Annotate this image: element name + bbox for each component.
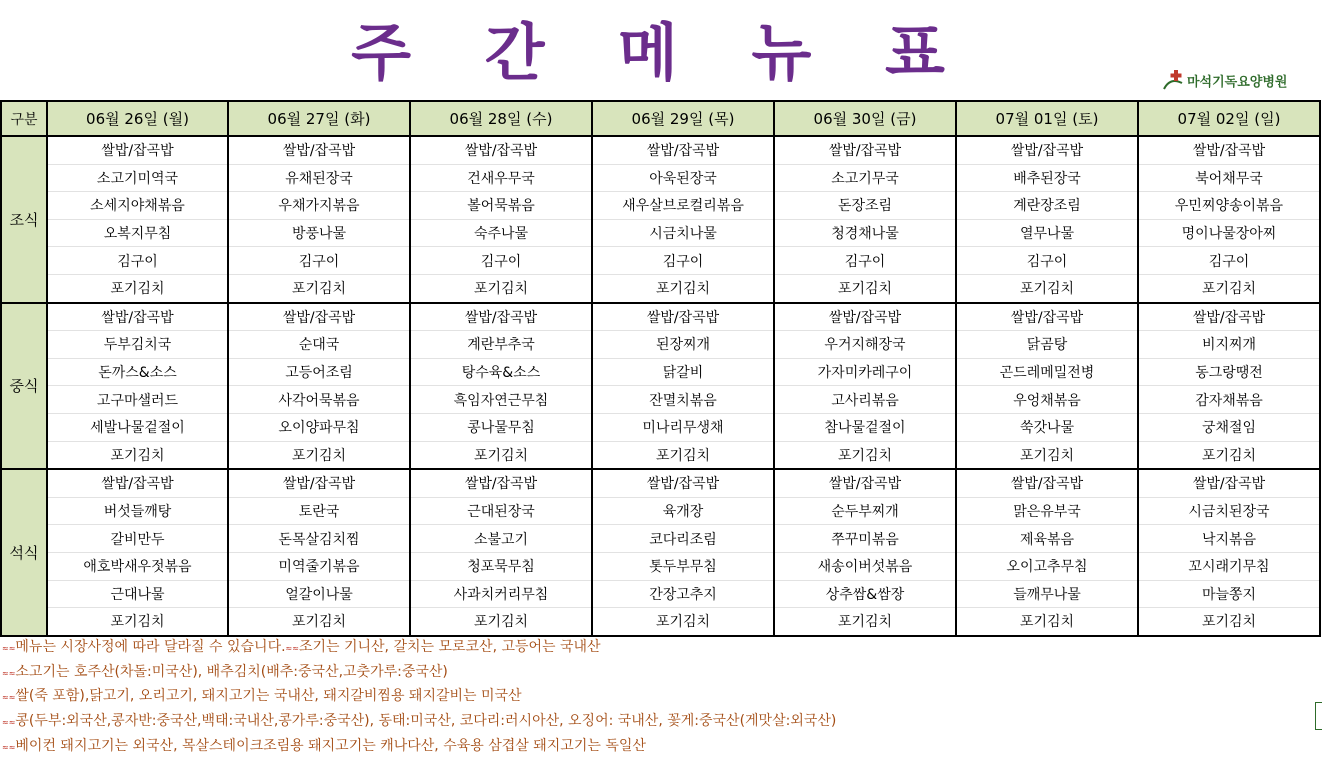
menu-cell: 우채가지볶음	[228, 192, 410, 220]
menu-cell: 숙주나물	[410, 219, 592, 247]
menu-cell: 쌀밥/잡곡밥	[410, 136, 592, 164]
menu-row	[1, 274, 1320, 302]
day-header: 07월 01일 (토)	[956, 101, 1138, 136]
menu-cell: 쌀밥/잡곡밥	[956, 303, 1138, 331]
menu-row	[1, 386, 1320, 414]
note-line	[2, 685, 1302, 710]
menu-cell: 탕수육&소스	[410, 358, 592, 386]
menu-cell: 포기김치	[956, 608, 1138, 636]
menu-cell: 돈목살김치찜	[228, 525, 410, 553]
menu-cell: 포기김치	[47, 608, 228, 636]
menu-cell: 버섯들깨탕	[47, 497, 228, 525]
menu-cell: 오복지무침	[47, 219, 228, 247]
menu-cell: 마늘쫑지	[1138, 580, 1320, 608]
menu-cell: 돈장조림	[774, 192, 956, 220]
menu-cell: 포기김치	[1138, 441, 1320, 469]
menu-cell: 시금치된장국	[1138, 497, 1320, 525]
menu-cell: 포기김치	[410, 608, 592, 636]
day-header: 07월 02일 (일)	[1138, 101, 1320, 136]
menu-cell: 볼어묵볶음	[410, 192, 592, 220]
note-text: 소고기는 호주산(차돌:미국산), 배추김치(배추:중국산,고춧가루:중국산)	[15, 663, 448, 680]
menu-row	[1, 441, 1320, 469]
note-bullet-icon: ≈≈	[2, 668, 16, 678]
note-text: 콩(두부:외국산,콩자반:중국산,백태:국내산,콩가루:중국산), 동태:미국산, 코다리:러시아산, 오징어: 국내산, 꽃게:중국산(게맛살:외국산)	[15, 713, 837, 730]
menu-cell: 김구이	[47, 247, 228, 275]
menu-cell: 간장고추지	[592, 580, 774, 608]
corner-header: 구분	[1, 101, 47, 136]
menu-cell: 미나리무생채	[592, 413, 774, 441]
menu-cell: 닭곰탕	[956, 331, 1138, 359]
menu-cell: 포기김치	[228, 608, 410, 636]
menu-cell: 김구이	[1138, 247, 1320, 275]
menu-cell: 유채된장국	[228, 164, 410, 192]
menu-row	[1, 331, 1320, 359]
menu-row	[1, 164, 1320, 192]
menu-cell: 사과치커리무침	[410, 580, 592, 608]
menu-cell: 쌀밥/잡곡밥	[956, 136, 1138, 164]
menu-cell: 순두부찌개	[774, 497, 956, 525]
hospital-cross-icon	[1162, 69, 1184, 91]
menu-cell: 쌀밥/잡곡밥	[592, 303, 774, 331]
menu-cell: 포기김치	[592, 274, 774, 302]
menu-cell: 동그랑땡전	[1138, 358, 1320, 386]
day-header: 06월 30일 (금)	[774, 101, 956, 136]
menu-cell: 시금치나물	[592, 219, 774, 247]
menu-cell: 아욱된장국	[592, 164, 774, 192]
menu-cell: 쌀밥/잡곡밥	[47, 136, 228, 164]
menu-row	[1, 136, 1320, 164]
menu-cell: 쌀밥/잡곡밥	[228, 136, 410, 164]
menu-cell: 들깨무나물	[956, 580, 1138, 608]
menu-cell: 쌀밥/잡곡밥	[774, 136, 956, 164]
hospital-logo	[1162, 68, 1287, 92]
menu-cell: 쌀밥/잡곡밥	[228, 303, 410, 331]
menu-cell: 명이나물장아찌	[1138, 219, 1320, 247]
menu-cell: 얼갈이나물	[228, 580, 410, 608]
weekly-menu-table	[0, 100, 1321, 637]
day-header: 06월 26일 (월)	[47, 101, 228, 136]
menu-cell: 소세지야채볶음	[47, 192, 228, 220]
menu-cell: 소고기무국	[774, 164, 956, 192]
menu-cell: 김구이	[774, 247, 956, 275]
menu-cell: 고사리볶음	[774, 386, 956, 414]
menu-row	[1, 303, 1320, 331]
menu-cell: 포기김치	[956, 274, 1138, 302]
menu-cell: 사각어묵볶음	[228, 386, 410, 414]
note-bullet-icon: ≈≈	[2, 742, 16, 752]
menu-cell: 쌀밥/잡곡밥	[410, 303, 592, 331]
menu-cell: 고구마샐러드	[47, 386, 228, 414]
menu-row	[1, 247, 1320, 275]
menu-cell: 꼬시래기무침	[1138, 552, 1320, 580]
menu-cell: 낙지볶음	[1138, 525, 1320, 553]
note-text: 쌀(죽 포함),닭고기, 오리고기, 돼지고기는 국내산, 돼지갈비찜용 돼지갈비는 미국산	[15, 688, 522, 705]
menu-cell: 미역줄기볶음	[228, 552, 410, 580]
menu-cell: 포기김치	[228, 441, 410, 469]
menu-cell: 쌀밥/잡곡밥	[774, 469, 956, 497]
menu-cell: 톳두부무침	[592, 552, 774, 580]
menu-cell: 고등어조림	[228, 358, 410, 386]
menu-cell: 포기김치	[228, 274, 410, 302]
note-bullet-icon: ≈≈	[2, 644, 16, 653]
menu-cell: 참나물겉절이	[774, 413, 956, 441]
menu-cell: 곤드레메밀전병	[956, 358, 1138, 386]
menu-cell: 포기김치	[774, 274, 956, 302]
menu-cell: 쌀밥/잡곡밥	[592, 469, 774, 497]
menu-cell: 애호박새우젓볶음	[47, 552, 228, 580]
menu-cell: 쭈꾸미볶음	[774, 525, 956, 553]
menu-cell: 소불고기	[410, 525, 592, 553]
menu-cell: 쌀밥/잡곡밥	[1138, 303, 1320, 331]
menu-cell: 비지찌개	[1138, 331, 1320, 359]
logo-name: 마석기독요양병원	[1187, 74, 1288, 90]
menu-row	[1, 192, 1320, 220]
menu-cell: 북어채무국	[1138, 164, 1320, 192]
menu-cell: 쌀밥/잡곡밥	[774, 303, 956, 331]
note-text: 조기는 기니산, 갈치는 모로코산, 고등어는 국내산	[298, 639, 601, 655]
day-header: 06월 28일 (수)	[410, 101, 592, 136]
menu-cell: 쌀밥/잡곡밥	[228, 469, 410, 497]
menu-cell: 쌀밥/잡곡밥	[592, 136, 774, 164]
menu-cell: 우거지해장국	[774, 331, 956, 359]
menu-cell: 건새우무국	[410, 164, 592, 192]
menu-cell: 잔멸치볶음	[592, 386, 774, 414]
menu-cell: 배추된장국	[956, 164, 1138, 192]
menu-cell: 오이고추무침	[956, 552, 1138, 580]
sheet-edge-tab[interactable]	[1315, 702, 1322, 730]
menu-cell: 쑥갓나물	[956, 413, 1138, 441]
menu-cell: 토란국	[228, 497, 410, 525]
menu-cell: 콩나물무침	[410, 413, 592, 441]
menu-cell: 포기김치	[592, 441, 774, 469]
page-title: 주 간 메 뉴 표	[351, 16, 971, 89]
menu-row	[1, 358, 1320, 386]
menu-cell: 닭갈비	[592, 358, 774, 386]
menu-cell: 맑은유부국	[956, 497, 1138, 525]
menu-row	[1, 580, 1320, 608]
menu-row	[1, 608, 1320, 636]
menu-cell: 열무나물	[956, 219, 1138, 247]
menu-cell: 가자미카레구이	[774, 358, 956, 386]
menu-cell: 방풍나물	[228, 219, 410, 247]
menu-cell: 세발나물겉절이	[47, 413, 228, 441]
menu-cell: 김구이	[956, 247, 1138, 275]
menu-cell: 청경채나물	[774, 219, 956, 247]
menu-cell: 근대나물	[47, 580, 228, 608]
menu-cell: 제육볶음	[956, 525, 1138, 553]
menu-cell: 포기김치	[47, 274, 228, 302]
notes-section	[2, 636, 1302, 760]
menu-cell: 감자채볶음	[1138, 386, 1320, 414]
menu-cell: 쌀밥/잡곡밥	[47, 469, 228, 497]
menu-cell: 포기김치	[410, 274, 592, 302]
menu-body	[1, 136, 1320, 636]
meal-label: 조식	[1, 136, 47, 303]
note-line	[2, 661, 1302, 686]
menu-cell: 김구이	[228, 247, 410, 275]
note-text: 메뉴는 시장사정에 따라 달라질 수 있습니다.	[15, 639, 286, 655]
note-bullet-icon: ≈≈	[2, 693, 16, 703]
meal-label: 석식	[1, 469, 47, 636]
menu-cell: 포기김치	[956, 441, 1138, 469]
menu-cell: 육개장	[592, 497, 774, 525]
menu-cell: 소고기미역국	[47, 164, 228, 192]
menu-row	[1, 469, 1320, 497]
meal-label: 중식	[1, 303, 47, 470]
menu-cell: 쌀밥/잡곡밥	[1138, 469, 1320, 497]
menu-cell: 쌀밥/잡곡밥	[47, 303, 228, 331]
menu-cell: 김구이	[410, 247, 592, 275]
menu-cell: 두부김치국	[47, 331, 228, 359]
menu-cell: 포기김치	[774, 608, 956, 636]
menu-cell: 오이양파무침	[228, 413, 410, 441]
menu-cell: 포기김치	[774, 441, 956, 469]
menu-cell: 새송이버섯볶음	[774, 552, 956, 580]
day-header: 06월 27일 (화)	[228, 101, 410, 136]
menu-cell: 순대국	[228, 331, 410, 359]
menu-cell: 상추쌈&쌈장	[774, 580, 956, 608]
menu-cell: 우엉채볶음	[956, 386, 1138, 414]
menu-cell: 쌀밥/잡곡밥	[956, 469, 1138, 497]
menu-row	[1, 219, 1320, 247]
menu-row	[1, 525, 1320, 553]
menu-cell: 된장찌개	[592, 331, 774, 359]
menu-cell: 포기김치	[47, 441, 228, 469]
menu-cell: 계란장조림	[956, 192, 1138, 220]
menu-cell: 흑임자연근무침	[410, 386, 592, 414]
menu-cell: 포기김치	[1138, 608, 1320, 636]
note-line	[2, 710, 1302, 735]
menu-cell: 우민찌양송이볶음	[1138, 192, 1320, 220]
menu-row	[1, 413, 1320, 441]
menu-cell: 궁채절임	[1138, 413, 1320, 441]
note-line	[2, 636, 1302, 661]
menu-cell: 쌀밥/잡곡밥	[1138, 136, 1320, 164]
menu-cell: 근대된장국	[410, 497, 592, 525]
menu-cell: 청포묵무침	[410, 552, 592, 580]
menu-cell: 갈비만두	[47, 525, 228, 553]
note-bullet-icon: ≈≈	[2, 718, 16, 728]
menu-cell: 포기김치	[1138, 274, 1320, 302]
menu-cell: 김구이	[592, 247, 774, 275]
menu-cell: 돈까스&소스	[47, 358, 228, 386]
menu-row	[1, 552, 1320, 580]
note-text: 베이컨 돼지고기는 외국산, 목살스테이크조림용 돼지고기는 캐나다산, 수육용 삼겹살 돼지고기는 독일산	[15, 737, 646, 754]
menu-cell: 포기김치	[410, 441, 592, 469]
menu-cell: 새우살브로컬리볶음	[592, 192, 774, 220]
header-row	[1, 101, 1320, 136]
day-header: 06월 29일 (목)	[592, 101, 774, 136]
note-bullet-icon: ≈≈	[285, 644, 299, 653]
menu-row	[1, 497, 1320, 525]
menu-cell: 계란부추국	[410, 331, 592, 359]
menu-cell: 쌀밥/잡곡밥	[410, 469, 592, 497]
menu-cell: 코다리조림	[592, 525, 774, 553]
menu-cell: 포기김치	[592, 608, 774, 636]
note-line	[2, 735, 1302, 760]
